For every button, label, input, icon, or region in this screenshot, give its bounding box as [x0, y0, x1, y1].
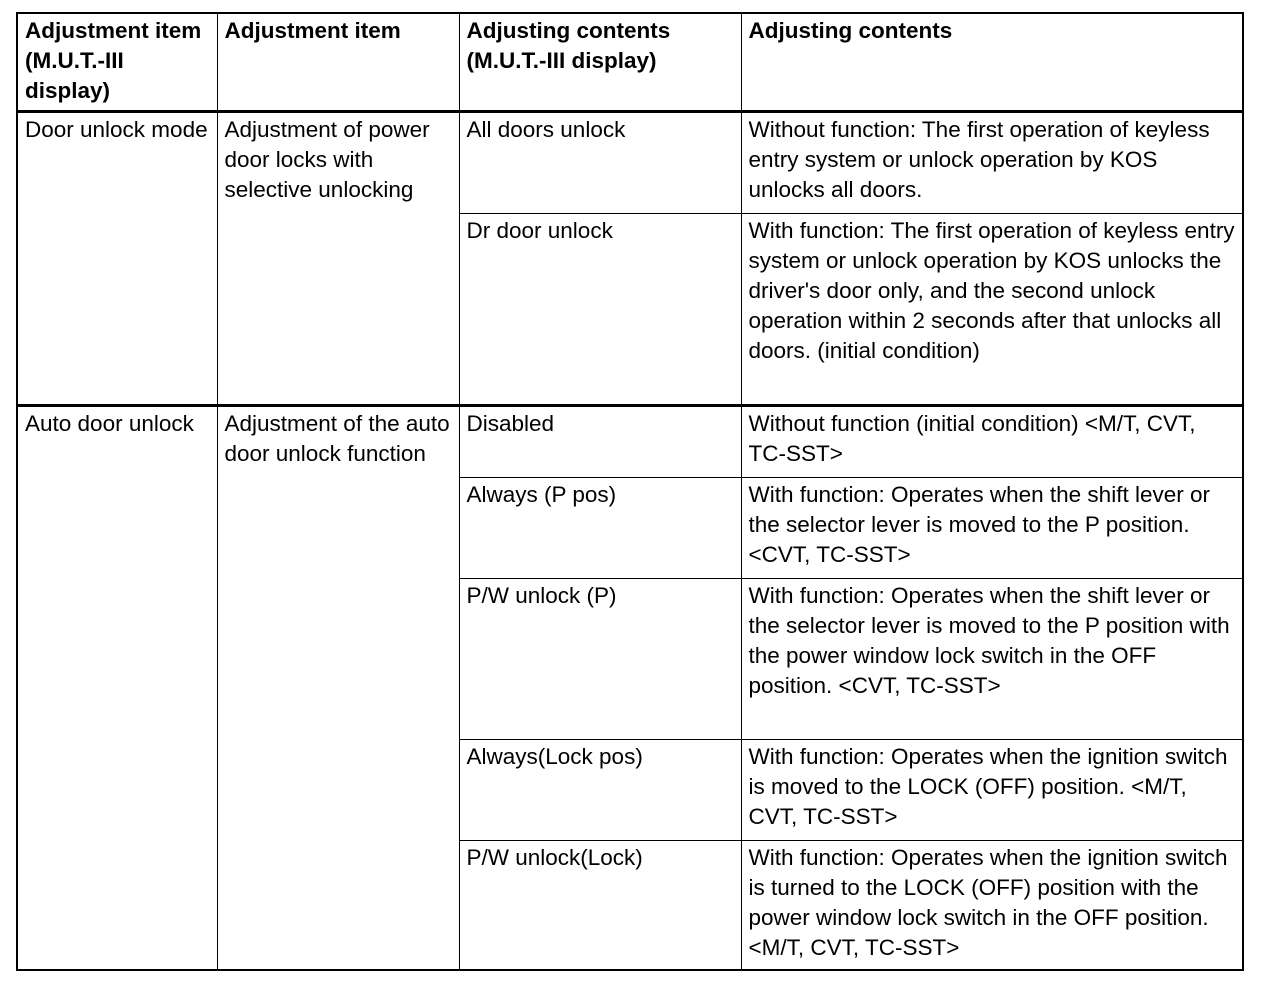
cell-contents: With function: The first operation of keyless entry system or unlock operation by KOS unlocks the driver's door only, and the second unlock operation within 2 seconds after that unlocks all doors. (initial condition): [741, 214, 1243, 406]
cell-item-mut: Auto door unlock: [17, 406, 217, 971]
header-adjustment-item: Adjustment item: [217, 13, 459, 112]
cell-contents: With function: Operates when the ignition switch is moved to the LOCK (OFF) position. <M/T, CVT, TC-SST>: [741, 740, 1243, 841]
cell-contents-mut: Always (P pos): [459, 478, 741, 579]
adjustment-table: [16, 12, 1244, 971]
cell-contents: Without function: The first operation of keyless entry system or unlock operation by KOS unlocks all doors.: [741, 112, 1243, 214]
cell-item: Adjustment of the auto door unlock function: [217, 406, 459, 971]
cell-contents-mut: P/W unlock(Lock): [459, 841, 741, 971]
header-adjusting-contents: Adjusting contents: [741, 13, 1243, 112]
table-row: [17, 406, 1243, 478]
cell-contents-mut: Dr door unlock: [459, 214, 741, 406]
cell-contents: Without function (initial condition) <M/T, CVT, TC-SST>: [741, 406, 1243, 478]
cell-contents-mut: Always(Lock pos): [459, 740, 741, 841]
cell-contents-mut: Disabled: [459, 406, 741, 478]
table-row: [17, 112, 1243, 214]
cell-contents: With function: Operates when the ignition switch is turned to the LOCK (OFF) position with the power window lock switch in the OFF position. <M/T, CVT, TC-SST>: [741, 841, 1243, 971]
table-header-row: [17, 13, 1243, 112]
cell-contents-mut: All doors unlock: [459, 112, 741, 214]
cell-contents: With function: Operates when the shift lever or the selector lever is moved to the P position. <CVT, TC-SST>: [741, 478, 1243, 579]
cell-contents-mut: P/W unlock (P): [459, 579, 741, 740]
cell-contents: With function: Operates when the shift lever or the selector lever is moved to the P position with the power window lock switch in the OFF position. <CVT, TC-SST>: [741, 579, 1243, 740]
header-adjustment-item-mut: Adjustment item (M.U.T.-III display): [17, 13, 217, 112]
header-adjusting-contents-mut: Adjusting contents (M.U.T.-III display): [459, 13, 741, 112]
cell-item: Adjustment of power door locks with selective unlocking: [217, 112, 459, 406]
cell-item-mut: Door unlock mode: [17, 112, 217, 406]
